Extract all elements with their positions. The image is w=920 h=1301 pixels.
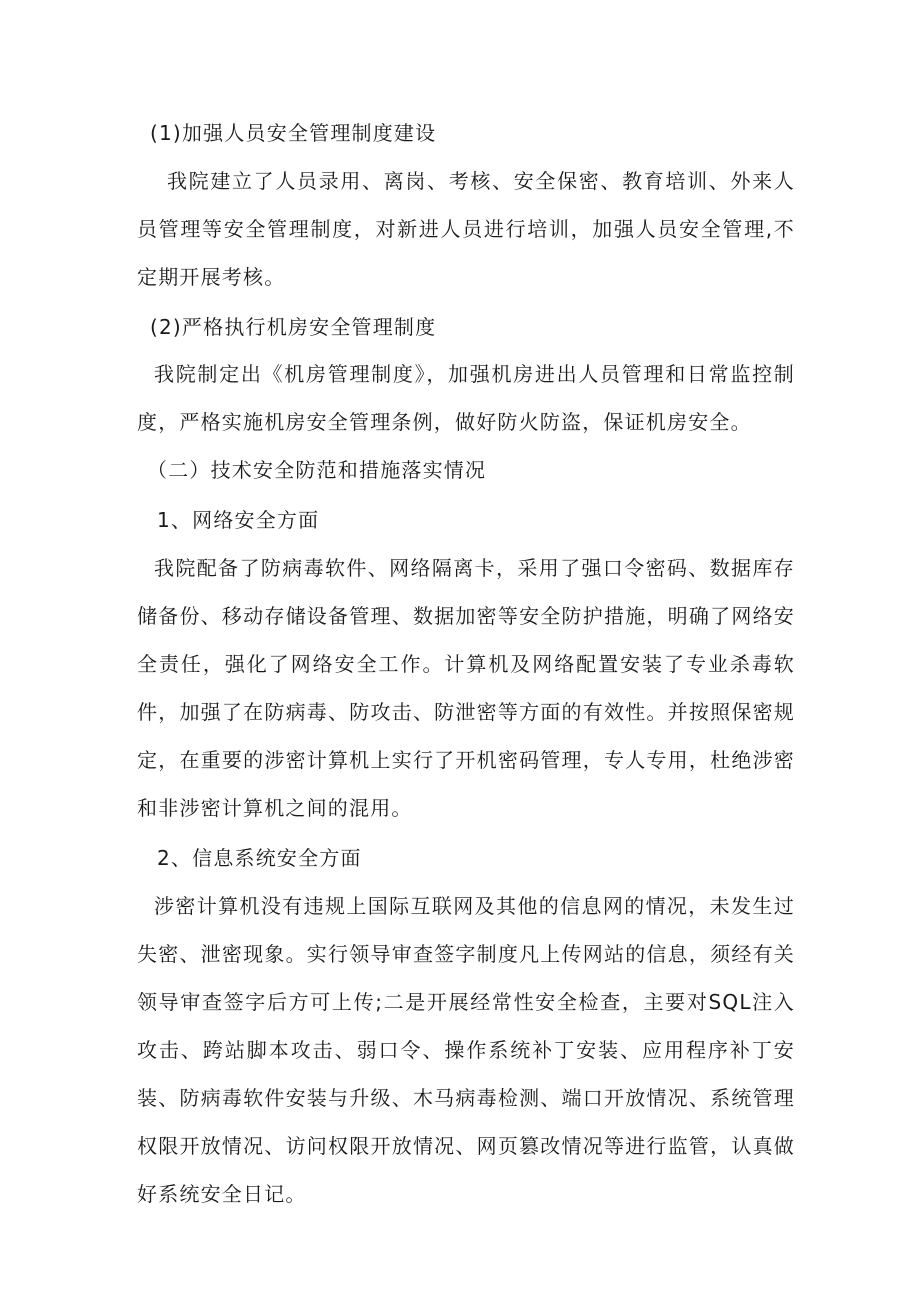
section-heading-3: （二）技术安全防范和措施落实情况 bbox=[147, 458, 487, 482]
section-heading-5: 2、信息系统安全方面 bbox=[157, 846, 362, 870]
section-heading-2: (2)严格执行机房安全管理制度 bbox=[150, 315, 437, 339]
section-heading-4: 1、网络安全方面 bbox=[157, 508, 320, 532]
section-body-2: 我院制定出《机房管理制度》，加强机房进出人员管理和日常监控制度，严格实施机房安全管理条例，做好防火防盗，保证机房安全。 bbox=[137, 362, 795, 434]
section-body-1: 我院建立了人员录用、离岗、考核、安全保密、教育培训、外来人员管理等安全管理制度，对新进人员进行培训，加强人员安全管理,不定期开展考核。 bbox=[137, 169, 795, 289]
section-body-5: 涉密计算机没有违规上国际互联网及其他的信息网的情况，未发生过失密、泄密现象。实行领导审查签字制度凡上传网站的信息，须经有关领导审查签字后方可上传;二是开展经常性安全检查，主要对SQL注入攻击、跨站脚本攻击、弱口令、操作系统补丁安装、应用程序补丁安装、防病毒软件安装与升级、木马病毒检测、端口开放情况、系统管理权限开放情况、访问权限开放情况、网页篡改情况等进行监管，认真做好系统安全日记。 bbox=[137, 894, 795, 1206]
section-heading-1: (1)加强人员安全管理制度建设 bbox=[150, 121, 437, 145]
section-body-4: 我院配备了防病毒软件、网络隔离卡，采用了强口令密码、数据库存储备份、移动存储设备管理、数据加密等安全防护措施，明确了网络安全责任，强化了网络安全工作。计算机及网络配置安装了专业杀毒软件，加强了在防病毒、防攻击、防泄密等方面的有效性。并按照保密规定，在重要的涉密计算机上实行了开机密码管理，专人专用，杜绝涉密和非涉密计算机之间的混用。 bbox=[137, 556, 795, 820]
